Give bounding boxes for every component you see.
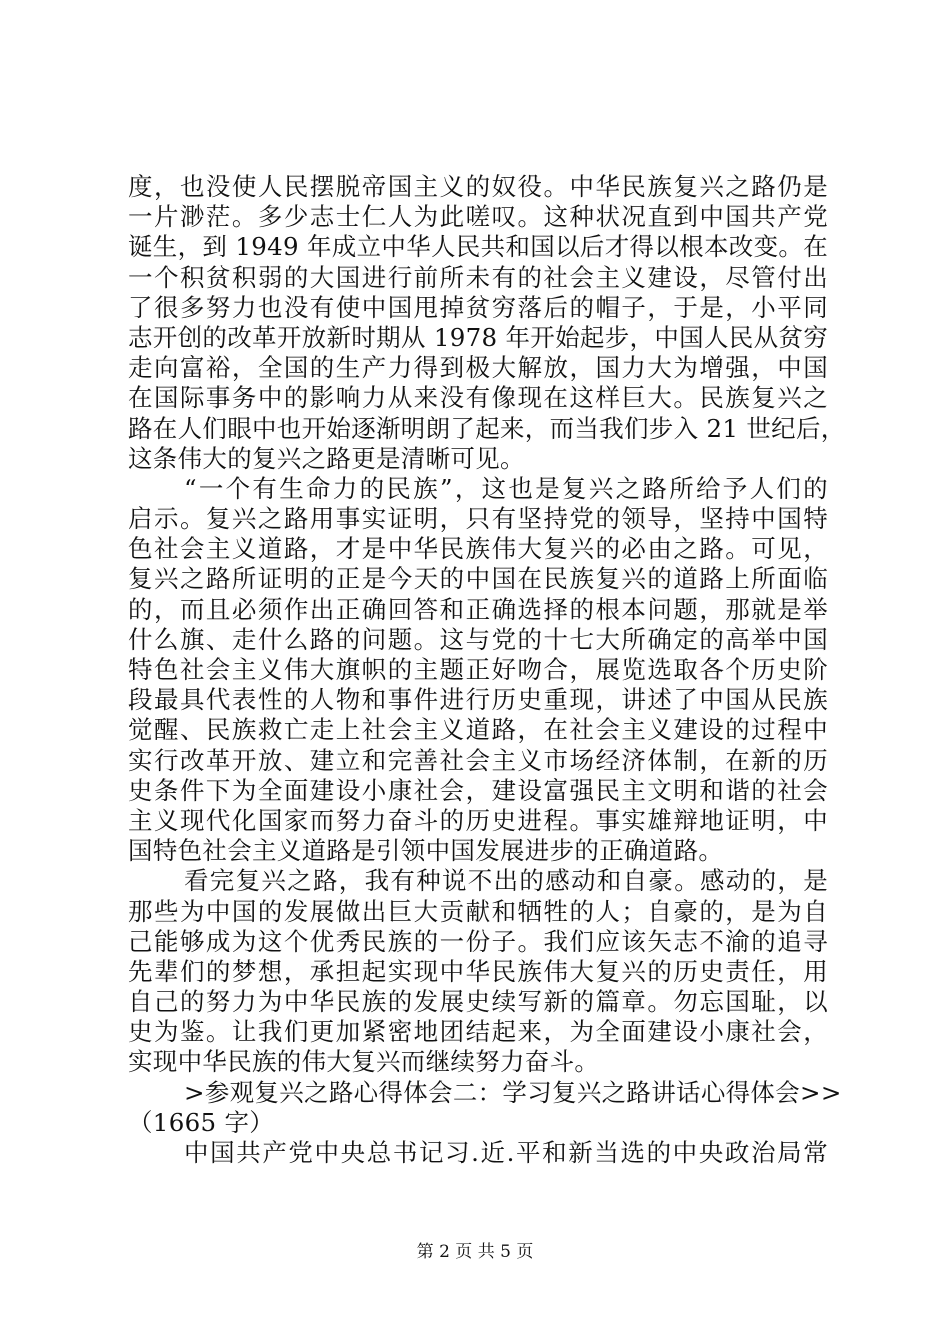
text-line: 己能够成为这个优秀民族的一份子。我们应该矢志不渝的追寻 (128, 926, 828, 956)
text-line: 特色社会主义伟大旗帜的主题正好吻合，展览选取各个历史阶 (128, 655, 828, 684)
text-line: 史条件下为全面建设小康社会，建设富强民主文明和谐的社会 (128, 775, 828, 805)
text-line: 一片渺茫。多少志士仁人为此嗟叹。这种状况直到中国共产党 (128, 202, 828, 232)
text-line: 那些为中国的发展做出巨大贡献和牺牲的人；自豪的，是为自 (128, 896, 828, 926)
text-line: 度，也没使人民摆脱帝国主义的奴役。中华民族复兴之路仍是 (128, 172, 828, 201)
text-line: 觉醒、民族救亡走上社会主义道路，在社会主义建设的过程中 (128, 715, 828, 745)
text-line: 走向富裕，全国的生产力得到极大解放，国力大为增强，中国 (128, 353, 828, 383)
text-line: 看完复兴之路，我有种说不出的感动和自豪。感动的，是 (184, 866, 828, 896)
text-line: 史为鉴。让我们更加紧密地团结起来，为全面建设小康社会， (128, 1017, 828, 1047)
text-line: 中国共产党中央总书记习.近.平和新当选的中央政治局常 (184, 1138, 828, 1167)
text-line: 色社会主义道路，才是中华民族伟大复兴的必由之路。可见， (128, 534, 828, 564)
text-line: 一个积贫积弱的大国进行前所未有的社会主义建设，尽管付出 (128, 262, 828, 292)
text-line: >参观复兴之路心得体会二：学习复兴之路讲话心得体会>> (184, 1077, 842, 1107)
text-line: 诞生，到 1949 年成立中华人民共和国以后才得以根本改变。在 (128, 232, 828, 262)
text-line: 什么旗、走什么路的问题。这与党的十七大所确定的高举中国 (128, 624, 828, 654)
text-line: 启示。复兴之路用事实证明，只有坚持党的领导，坚持中国特 (128, 504, 828, 534)
text-line: 的，而且必须作出正确回答和正确选择的根本问题，那就是举 (128, 594, 828, 624)
text-line: 先辈们的梦想，承担起实现中华民族伟大复兴的历史责任，用 (128, 956, 828, 986)
text-line: “一个有生命力的民族”，这也是复兴之路所给予人们的 (184, 473, 828, 503)
text-line: 实行改革开放、建立和完善社会主义市场经济体制，在新的历 (128, 745, 828, 775)
text-line: 了很多努力也没有使中国甩掉贫穷落后的帽子，于是，小平同 (128, 292, 828, 322)
text-line: 主义现代化国家而努力奋斗的历史进程。事实雄辩地证明，中 (128, 805, 828, 835)
text-line: （1665 字） (128, 1107, 275, 1137)
page-footer: 第 2 页 共 5 页 (416, 1242, 534, 1262)
text-line: 路在人们眼中也开始逐渐明朗了起来，而当我们步入 21 世纪后， (128, 413, 846, 443)
text-line: 自己的努力为中华民族的发展史续写新的篇章。勿忘国耻，以 (128, 987, 828, 1017)
document-body (128, 172, 846, 1168)
text-line: 国特色社会主义道路是引领中国发展进步的正确道路。 (128, 836, 724, 866)
text-line: 志开创的改革开放新时期从 1978 年开始起步，中国人民从贫穷 (128, 322, 828, 352)
text-line: 在国际事务中的影响力从来没有像现在这样巨大。民族复兴之 (128, 383, 828, 413)
text-line: 复兴之路所证明的正是今天的中国在民族复兴的道路上所面临 (128, 564, 828, 594)
text-line: 这条伟大的复兴之路更是清晰可见。 (128, 443, 525, 473)
text-line: 段最具代表性的人物和事件进行历史重现，讲述了中国从民族 (128, 685, 828, 715)
text-line: 实现中华民族的伟大复兴而继续努力奋斗。 (128, 1047, 600, 1077)
